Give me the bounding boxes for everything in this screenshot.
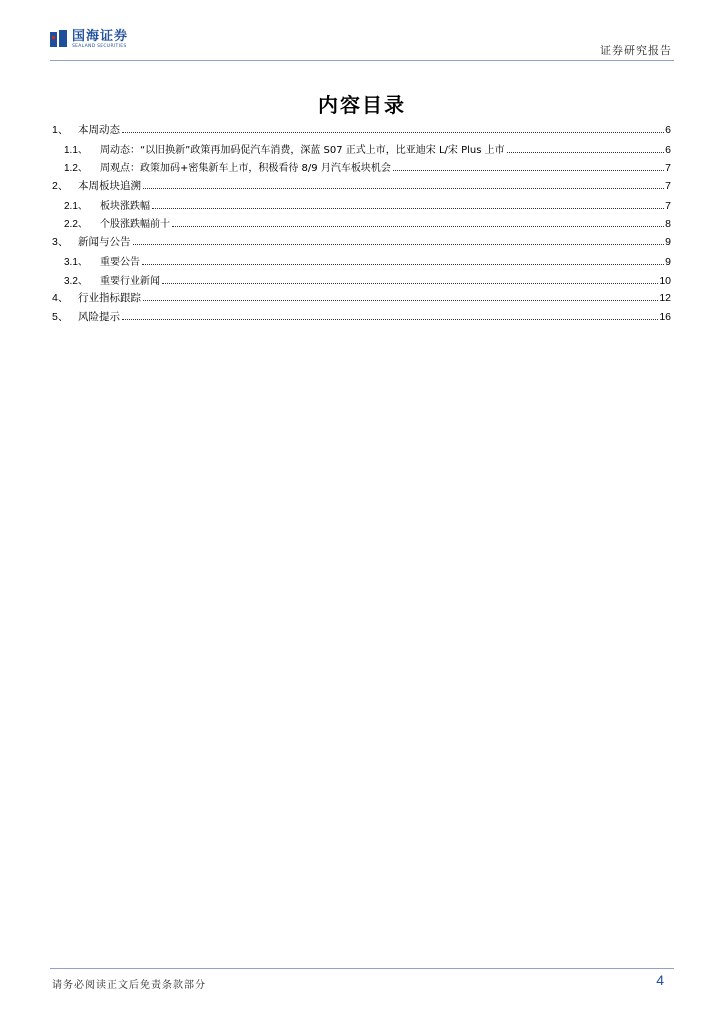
toc-entry[interactable]: [52, 272, 671, 291]
logo-chinese-name: 国海证券: [72, 29, 129, 44]
toc-entry-number: 2、: [52, 180, 69, 193]
toc-entry-title: 重要公告: [100, 256, 140, 268]
toc-title: 内容目录: [318, 93, 406, 117]
company-logo: [50, 30, 128, 50]
toc-dot-leader: [393, 170, 664, 171]
document-type-label: 证券研究报告: [600, 44, 672, 57]
toc-entry-page: 6: [665, 143, 671, 156]
toc-entry[interactable]: [52, 309, 671, 328]
page-number: 4: [656, 972, 664, 988]
toc-entry[interactable]: [52, 253, 671, 272]
toc-dot-leader: [162, 283, 658, 284]
toc-entry-page: 7: [665, 199, 671, 212]
toc-entry[interactable]: [52, 290, 671, 309]
toc-dot-leader: [142, 264, 664, 265]
toc-entry-number: 1、: [52, 124, 69, 136]
toc-entry[interactable]: [52, 215, 671, 234]
toc-entry[interactable]: [52, 234, 671, 253]
toc-entry[interactable]: [52, 178, 671, 197]
toc-entry-page: 9: [665, 255, 671, 268]
toc-entry-page: 16: [659, 310, 671, 323]
table-of-contents: [52, 122, 671, 328]
toc-dot-leader: [122, 319, 658, 320]
toc-dot-leader: [143, 188, 664, 189]
header-divider: [50, 60, 674, 61]
toc-entry-title: 行业指标跟踪: [78, 292, 141, 305]
footer-disclaimer: 请务必阅读正文后免责条款部分: [52, 980, 206, 991]
toc-entry[interactable]: [52, 122, 671, 141]
toc-entry-number: 5、: [52, 310, 69, 323]
toc-entry-page: 6: [665, 124, 671, 136]
toc-entry-number: 2.2、: [64, 219, 88, 231]
toc-dot-leader: [143, 300, 658, 301]
logo-mark-icon: [50, 30, 68, 48]
toc-entry-title: 风险提示: [78, 310, 120, 323]
page-header: [50, 30, 674, 58]
toc-entry-number: 3.1、: [64, 256, 88, 268]
toc-dot-leader: [507, 152, 665, 153]
toc-entry-title: 个股涨跌幅前十: [100, 219, 170, 231]
toc-entry-title: 板块涨跌幅: [100, 200, 150, 212]
toc-entry-title: 本周板块追溯: [78, 180, 141, 193]
toc-entry-page: 7: [665, 180, 671, 193]
toc-entry-page: 12: [659, 292, 671, 305]
logo-english-name: SEALAND SECURITIES: [72, 44, 127, 49]
toc-entry-title: 新闻与公告: [78, 236, 131, 249]
toc-entry-number: 2.1、: [64, 200, 88, 212]
toc-entry-number: 3.2、: [64, 275, 88, 287]
toc-dot-leader: [152, 208, 664, 209]
footer-divider: [50, 968, 674, 969]
toc-entry-number: 4、: [52, 292, 69, 305]
toc-dot-leader: [133, 244, 665, 245]
toc-entry[interactable]: [52, 197, 671, 216]
toc-entry-number: 1.1、: [64, 144, 88, 156]
toc-entry[interactable]: [52, 141, 671, 160]
toc-entry[interactable]: [52, 159, 671, 178]
toc-entry-title: 周动态：“以旧换新”政策再加码促汽车消费，深蓝 S07 正式上市，比亚迪宋 L/宋 Plus 上市: [100, 144, 505, 156]
toc-entry-title: 本周动态: [78, 124, 120, 136]
toc-entry-page: 7: [665, 162, 671, 175]
toc-entry-page: 9: [665, 236, 671, 249]
toc-entry-page: 8: [665, 218, 671, 231]
toc-entry-title: 重要行业新闻: [100, 275, 160, 287]
toc-entry-number: 1.2、: [64, 163, 88, 175]
toc-dot-leader: [172, 226, 664, 227]
toc-entry-title: 周观点：政策加码+密集新车上市，积极看待 8/9 月汽车板块机会: [100, 163, 391, 175]
toc-dot-leader: [122, 132, 664, 133]
toc-entry-number: 3、: [52, 236, 69, 249]
toc-entry-page: 10: [659, 274, 671, 287]
